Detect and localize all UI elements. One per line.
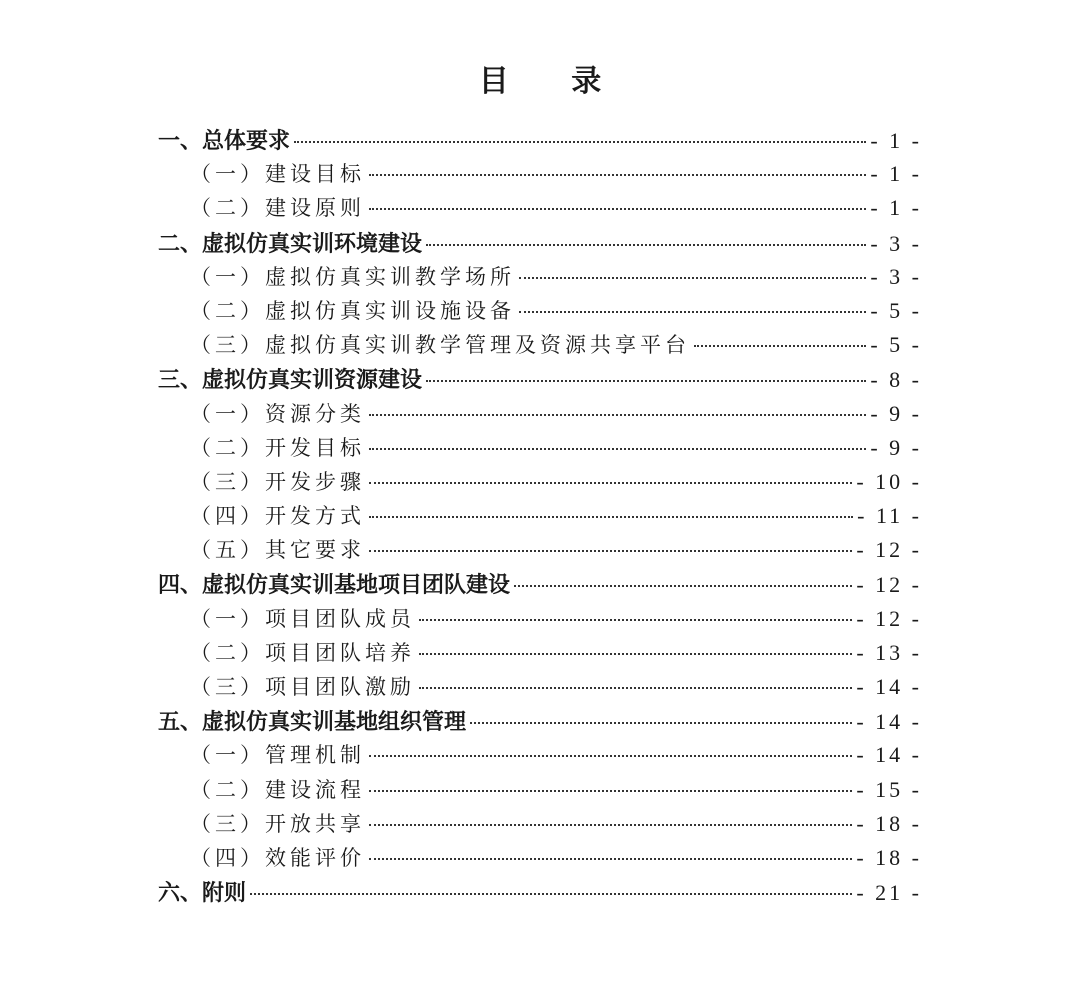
toc-entry[interactable] [158,261,922,295]
toc-entry[interactable] [158,603,922,637]
toc-entry-label: 六、附则 [158,881,247,907]
toc-entry-page: - 14 - [856,674,922,699]
toc-entry-label: （三）开发步骤 [190,469,365,494]
toc-entry-label: （三）项目团队激励 [190,675,415,699]
dot-leader [514,585,852,587]
toc-entry[interactable] [158,774,922,808]
toc-entry-page: - 9 - [870,434,922,460]
toc-entry[interactable] [158,876,922,910]
toc-entry[interactable] [158,363,922,397]
toc-entry[interactable] [158,671,922,705]
toc-entry-page: - 8 - [870,367,922,393]
toc-entry[interactable] [158,739,922,773]
toc-entry[interactable] [158,295,922,329]
dot-leader [369,174,866,176]
toc-entry-page: - 1 - [870,128,922,153]
toc-entry-page: - 11 - [857,503,922,529]
toc-entry-page: - 12 - [856,572,922,598]
toc-entry-label: （三）开放共享 [190,811,365,836]
dot-leader [369,755,852,757]
toc-entry-label: 四、虚拟仿真实训基地项目团队建设 [158,573,511,599]
toc-entry-page: - 10 - [856,468,922,494]
toc-entry-label: （二）虚拟仿真实训设施设备 [190,298,515,323]
toc-entry[interactable] [158,534,922,568]
toc-entry-page: - 14 - [856,709,922,735]
toc-entry-page: - 1 - [870,195,922,221]
toc-entry[interactable] [158,227,922,261]
toc-entry-label: （一）项目团队成员 [190,606,415,631]
dot-leader [694,345,866,347]
dot-leader [470,722,852,724]
toc-entry[interactable] [158,568,922,602]
dot-leader [250,893,852,895]
toc-entry[interactable] [158,637,922,671]
toc-entry-page: - 13 - [856,639,922,665]
dot-leader [426,380,866,382]
toc-entry[interactable] [158,158,922,192]
toc-entry-page: - 12 - [856,605,922,631]
dot-leader [369,448,866,450]
dot-leader [369,516,853,518]
dot-leader [369,824,852,826]
toc-entry[interactable] [158,808,922,842]
toc-entry-label: （一）管理机制 [190,743,365,768]
page-title: 目 录 [478,64,628,99]
toc-entry-label: 二、虚拟仿真实训环境建设 [158,231,423,257]
toc-entry-page: - 14 - [856,742,922,768]
toc-entry-label: （四）效能评价 [190,845,365,870]
dot-leader [419,619,852,621]
toc-entry-label: （二）建设流程 [190,777,365,802]
toc-entry-page: - 9 - [870,400,922,426]
table-of-contents [158,124,922,910]
dot-leader [426,244,866,246]
toc-entry[interactable] [158,466,922,500]
dot-leader [369,208,866,210]
toc-entry-label: （五）其它要求 [190,538,365,563]
toc-entry-page: - 18 - [856,810,922,836]
dot-leader [369,414,866,416]
dot-leader [419,653,852,655]
dot-leader [369,790,852,792]
toc-entry-page: - 5 - [870,297,922,323]
dot-leader [294,141,866,143]
toc-entry-label: （二）建设原则 [190,196,365,221]
toc-entry[interactable] [158,432,922,466]
toc-entry[interactable] [158,842,922,876]
dot-leader [369,858,852,860]
toc-entry-page: - 3 - [870,230,922,256]
dot-leader [519,311,866,313]
toc-entry-label: 三、虚拟仿真实训资源建设 [158,368,423,394]
toc-entry-label: 一、总体要求 [158,129,291,154]
toc-entry-page: - 18 - [856,844,922,870]
dot-leader [419,687,852,689]
dot-leader [519,277,866,279]
toc-entry[interactable] [158,500,922,534]
toc-entry-page: - 21 - [856,880,922,906]
toc-entry-label: （四）开发方式 [190,504,365,529]
dot-leader [369,482,852,484]
toc-entry[interactable] [158,192,922,226]
toc-entry-label: （二）项目团队培养 [190,640,415,665]
toc-entry-label: （二）开发目标 [190,435,365,460]
toc-entry-page: - 5 - [870,332,922,358]
dot-leader [369,550,852,552]
toc-entry-page: - 12 - [856,537,922,563]
toc-entry[interactable] [158,124,922,158]
toc-entry[interactable] [158,398,922,432]
toc-entry-label: （一）建设目标 [190,162,365,187]
toc-entry-label: 五、虚拟仿真实训基地组织管理 [158,710,467,736]
toc-entry[interactable] [158,705,922,739]
toc-entry-label: （三）虚拟仿真实训教学管理及资源共享平台 [190,333,690,358]
toc-entry-page: - 3 - [870,263,922,289]
toc-entry[interactable] [158,329,922,363]
toc-entry-page: - 1 - [870,161,922,187]
toc-entry-page: - 15 - [856,776,922,802]
toc-entry-label: （一）虚拟仿真实训教学场所 [190,264,515,289]
toc-entry-label: （一）资源分类 [190,401,365,426]
